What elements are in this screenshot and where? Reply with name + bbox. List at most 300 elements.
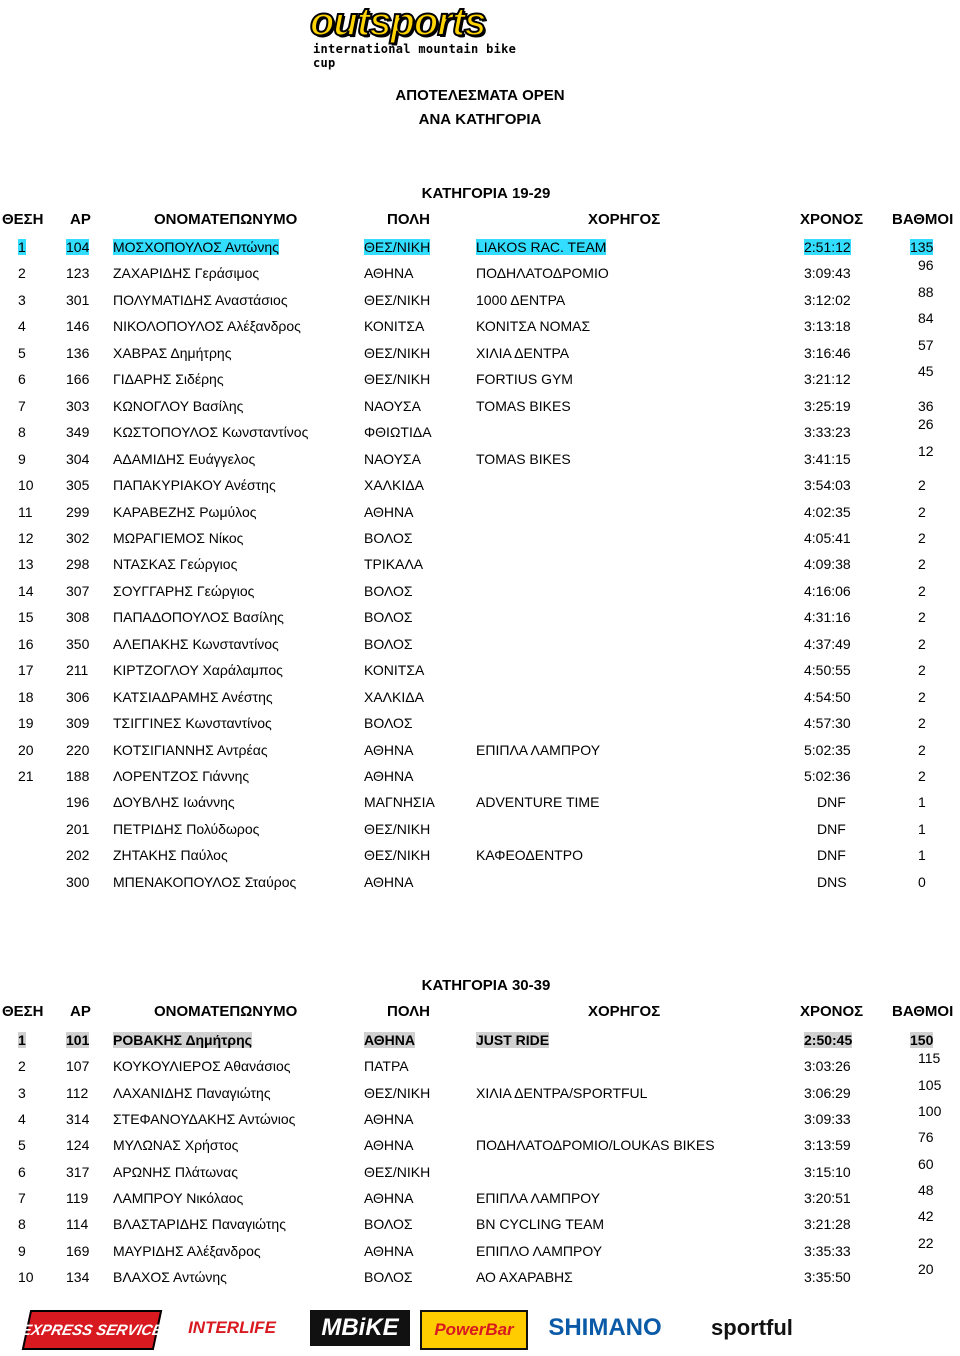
cell-name [113,1136,238,1154]
cell-time [804,582,851,600]
cell-team-text: ADVENTURE TIME [476,794,600,811]
cell-city [364,714,413,732]
cell-pos-text: 7 [18,397,26,414]
cell-city-text: ΑΘΗΝΑ [364,873,414,890]
cell-time [804,450,851,468]
cell-name [113,503,257,521]
cell-pos-text: 20 [18,741,34,758]
cell-pts-text: 2 [918,529,926,546]
cell-time-text: 3:33:23 [804,424,851,441]
cell-time-text: DNF [817,794,846,811]
table-row [0,283,960,311]
cell-pos-text: 5 [18,344,26,361]
table-row [0,608,960,628]
cell-bib-text: 188 [66,768,90,784]
cell-team-text: TOMAS BIKES [476,450,571,467]
column-header-bib: ΑΡ [70,211,91,228]
cell-pos [18,635,34,653]
cell-team-text: LIAKOS RAC. TEAM [476,239,607,255]
cell-city-text: ΝΑΟΥΣΑ [364,450,421,467]
cell-time-text: 4:16:06 [804,582,851,599]
cell-bib [66,264,89,282]
sponsor-logo: SHIMANO [548,1314,662,1341]
cell-city-text: ΑΘΗΝΑ [364,265,414,282]
cell-city [364,450,421,468]
logo-wordmark: outsports [310,0,486,44]
cell-pos [18,370,26,388]
cell-city [364,529,413,547]
cell-pos-text: 9 [18,450,26,467]
cell-city [364,264,414,282]
cell-bib [66,1242,89,1260]
cell-pts-text: 2 [918,477,926,494]
cell-pos-text: 14 [18,582,34,599]
cell-pos-text: 1 [18,1032,26,1048]
cell-pts [918,820,926,838]
cell-name [113,741,268,759]
cell-pos-text: 13 [18,556,34,573]
table-row [0,442,960,470]
cell-pos-text: 11 [18,503,33,520]
cell-pts-text: 76 [918,1129,934,1146]
cell-pts-text: 96 [918,257,934,274]
cell-pts-text: 2 [918,609,926,626]
cell-time-text: 3:21:12 [804,371,851,388]
cell-name-text: ΓΙΔΑΡΗΣ Σιδέρης [113,371,224,388]
cell-team [476,344,569,362]
cell-city-text: ΑΘΗΝΑ [364,768,414,784]
cell-name [113,1110,295,1128]
cell-city [364,1189,414,1207]
cell-time-text: 5:02:36 [804,768,851,784]
cell-pts [918,1207,934,1225]
cell-pos [18,529,34,547]
cell-time-text: 3:09:43 [804,265,851,282]
cell-pts-text: 22 [918,1234,934,1251]
cell-time [804,1242,851,1260]
cell-team [476,793,599,811]
table-row [0,1261,960,1288]
cell-name [113,1057,291,1075]
cell-name-text: ΜΑΥΡΙΔΗΣ Αλέξανδρος [113,1242,261,1259]
cell-name [113,608,284,626]
cell-time [804,1084,851,1102]
cell-name-text: ΑΡΩΝΗΣ Πλάτωνας [113,1163,239,1180]
cell-pts-text: 1 [918,847,926,864]
cell-pos [18,661,34,679]
cell-pos [18,741,34,759]
cell-pts-text: 0 [918,873,926,890]
cell-city-text: ΒΟΛΟΣ [364,715,413,732]
cell-pts-text: 105 [918,1076,942,1093]
cell-pos-text: 3 [18,1084,26,1101]
cell-time-text: 3:25:19 [804,397,851,414]
cell-time [804,555,851,573]
cell-pts [910,238,933,256]
cell-bib [66,397,89,415]
cell-time-text: DNF [817,847,846,864]
cell-pts [918,1102,941,1120]
cell-bib [66,1136,89,1154]
cell-pos-text: 8 [18,1216,26,1233]
table-header [0,1003,960,1023]
cell-city [364,873,414,891]
table-row [0,476,960,496]
cell-team-text: ΧΙΛΙΑ ΔΕΝΤΡΑ [476,344,570,361]
cell-team-text: ΠΟΔΗΛΑΤΟΔΡΟΜΙΟ [476,265,609,282]
cell-name [113,344,231,362]
cell-city-text: ΤΡΙΚΑΛΑ [364,556,424,573]
cell-name [113,370,224,388]
cell-name [113,1268,227,1286]
cell-pos [18,344,26,362]
cell-name-text: ΚΑΡΑΒΕΖΗΣ Ρωμύλος [113,503,257,520]
cell-pts [918,256,934,274]
cell-name-text: ΚΩΣΤΟΠΟΥΛΟΣ Κωνσταντίνος [113,424,309,441]
cell-pos [18,450,26,468]
cell-name-text: ΒΛΑΧΟΣ Αντώνης [113,1269,227,1286]
cell-city [364,661,424,679]
cell-time-text: 3:06:29 [804,1084,851,1101]
cell-city [364,555,423,573]
cell-city-text: ΦΘΙΩΤΙΔΑ [364,424,432,441]
cell-bib [66,529,89,547]
cell-city-text: ΑΘΗΝΑ [364,741,414,758]
cell-name-text: ΜΩΡΑΓΙΕΜΟΣ Νίκος [113,529,244,546]
cell-name-text: ΛΟΡΕΝΤΖΟΣ Γιάννης [113,768,250,784]
cell-team [476,741,600,759]
cell-bib [66,582,89,600]
cell-pts-text: 2 [918,662,926,679]
cell-name-text: ΜΟΣΧΟΠΟΥΛΟΣ Αντώνης [113,239,279,255]
cell-pos [18,608,34,626]
column-header-city: ΠΟΛΗ [387,1003,430,1020]
cell-city-text: ΘΕΣ/ΝΙΚΗ [364,344,431,361]
cell-pts-text: 26 [918,416,934,433]
cell-time [817,820,846,838]
cell-time [804,714,851,732]
cell-bib-text: 298 [66,556,90,573]
cell-bib [66,846,89,864]
cell-pos [18,1136,26,1154]
cell-team-text: ΚΟΝΙΤΣΑ ΝΟΜΑΣ [476,318,591,335]
cell-bib [66,661,88,679]
table-row [0,1103,960,1130]
cell-name [113,291,288,309]
cell-pos-text: 6 [18,1163,26,1180]
cell-time [804,1268,851,1286]
cell-bib [66,873,89,891]
category-title: ΚΑΤΗΓΟΡΙΑ 19-29 [421,185,551,202]
cell-pos [18,1215,26,1233]
cell-bib [66,370,89,388]
cell-pos [18,688,34,706]
cell-name-text: ΣΤΕΦΑΝΟΥΔΑΚΗΣ Αντώνιος [113,1111,296,1128]
cell-team-text: TOMAS BIKES [476,397,571,414]
cell-name-text: ΔΟΥΒΛΗΣ Ιωάννης [113,794,235,811]
page-title: ΑΠΟΤΕΛΕΣΜΑΤΑ OPEN [395,87,565,104]
cell-pts-text: 60 [918,1155,934,1172]
cell-pos-text: 4 [18,1111,26,1128]
cell-pts [918,635,926,653]
cell-city-text: ΝΑΟΥΣΑ [364,397,421,414]
cell-bib-text: 350 [66,635,90,652]
cell-pos [18,1163,26,1181]
cell-pts [918,767,926,785]
cell-pos-text: 21 [18,768,34,784]
cell-bib-text: 301 [66,291,90,308]
column-header-team: ΧΟΡΗΓΟΣ [588,211,661,228]
cell-city [364,688,424,706]
cell-city [364,1215,413,1233]
cell-pts [918,1076,941,1094]
cell-time-text: 5:02:35 [804,741,851,758]
cell-city [364,503,414,521]
cell-bib-text: 304 [66,450,90,467]
cell-name [113,1215,286,1233]
cell-time [804,1189,851,1207]
cell-city [364,397,421,415]
cell-city-text: ΑΘΗΝΑ [364,1032,415,1048]
cell-time [804,238,851,256]
cell-team [476,1242,602,1260]
cell-name-text: ΚΩΝΟΓΛΟΥ Βασίλης [113,397,244,414]
table-row [0,1076,960,1104]
cell-name-text: ΒΛΑΣΤΑΡΙΔΗΣ Παναγιώτης [113,1216,286,1233]
cell-time [804,688,851,706]
cell-bib-text: 308 [66,609,90,626]
cell-city [364,291,430,309]
cell-time-text: 4:05:41 [804,529,851,546]
cell-pos-text: 1 [18,239,26,255]
category-title: ΚΑΤΗΓΟΡΙΑ 30-39 [421,977,551,994]
cell-pts-text: 45 [918,363,934,380]
cell-city [364,476,424,494]
cell-city-text: ΒΟΛΟΣ [364,609,413,626]
cell-team [476,1189,600,1207]
cell-name [113,582,254,600]
cell-pos-text: 2 [18,265,26,282]
sponsor-logo: MBiKE [310,1310,410,1346]
column-header-name: ΟΝΟΜΑΤΕΠΩΝΥΜΟ [154,1003,298,1020]
cell-team [476,1084,647,1102]
cell-time-text: 3:12:02 [804,291,851,308]
cell-pts [918,873,926,891]
cell-name [113,317,301,335]
cell-pts [918,397,934,415]
cell-time [804,1136,851,1154]
cell-name [113,529,243,547]
cell-city [364,1084,430,1102]
cell-pos-text: 10 [18,477,34,494]
cell-pos-text: 19 [18,715,34,732]
cell-city [364,370,430,388]
table-row [0,529,960,549]
table-row [0,820,960,840]
table-row [0,363,960,390]
cell-pts [918,309,934,327]
cell-name [113,846,228,864]
cell-pts [918,688,926,706]
cell-time-text: 4:37:49 [804,635,851,652]
cell-name [113,767,249,785]
cell-pos [18,503,33,521]
cell-pts [918,1049,940,1067]
cell-bib-text: 303 [66,397,90,414]
cell-bib-text: 307 [66,582,90,599]
cell-team-text: ΕΠΙΠΛΑ ΛΑΜΠΡΟΥ [476,1190,601,1207]
cell-pts-text: 57 [918,336,934,353]
cell-time-text: 2:51:12 [804,239,851,255]
cell-pos [18,1242,26,1260]
cell-pos-text: 16 [18,635,34,652]
cell-bib-text: 302 [66,529,90,546]
cell-bib-text: 112 [66,1084,89,1101]
cell-pos [18,1189,26,1207]
cell-pts-text: 150 [910,1032,934,1048]
cell-team [476,846,583,864]
cell-bib [66,608,89,626]
cell-city [364,741,414,759]
cell-pos-text: 18 [18,688,34,705]
table-row [0,688,960,708]
cell-pts [918,503,926,521]
cell-city [364,1163,430,1181]
table-row [0,635,960,655]
page-subtitle: ΑΝΑ ΚΑΤΗΓΟΡΙΑ [418,111,542,128]
cell-name [113,635,279,653]
cell-pts [918,529,926,547]
cell-name-text: ΖΗΤΑΚΗΣ Παύλος [113,847,228,864]
cell-pts [918,555,926,573]
table-row [0,793,960,813]
cell-team [476,450,571,468]
cell-city-text: ΒΟΛΟΣ [364,529,413,546]
cell-name [113,1189,243,1207]
cell-name-text: ΡΟΒΑΚΗΣ Δημήτρης [113,1032,252,1048]
cell-pos-text: 3 [18,291,26,308]
cell-name-text: ΠΑΠΑΔΟΠΟΥΛΟΣ Βασίλης [113,609,284,626]
cell-time [804,741,851,759]
cell-time [804,264,851,282]
table-row [0,873,960,893]
cell-bib [66,1110,89,1128]
cell-city [364,1136,414,1154]
cell-name-text: ΣΟΥΓΓΑΡΗΣ Γεώργιος [113,582,255,599]
cell-time-text: 3:21:28 [804,1216,851,1233]
cell-pts-text: 36 [918,397,934,414]
cell-bib [66,688,89,706]
cell-pos [18,476,34,494]
cell-team [476,1268,573,1286]
cell-pts [918,415,934,433]
cell-pos [18,582,34,600]
cell-pos-text: 2 [18,1058,26,1075]
cell-time [804,1215,851,1233]
cell-pos [18,317,26,335]
cell-city [364,608,413,626]
cell-bib [66,1268,89,1286]
cell-pos [18,264,26,282]
cell-pts-text: 48 [918,1182,934,1199]
cell-name-text: ΜΠΕΝΑΚΟΠΟΥΛΟΣ Σταύρος [113,873,297,890]
cell-pts [918,1260,934,1278]
cell-team-text: ΧΙΛΙΑ ΔΕΝΤΡΑ/SPORTFUL [476,1084,648,1101]
cell-pts-text: 2 [918,741,926,758]
cell-team [476,317,590,335]
cell-time [817,793,846,811]
cell-team [476,291,565,309]
cell-team-text: ΕΠΙΠΛΟ ΛΑΜΠΡΟΥ [476,1242,603,1259]
cell-pos-text: 12 [18,529,34,546]
table-row [0,555,960,575]
cell-bib-text: 123 [66,265,90,282]
cell-name-text: ΝΤΑΣΚΑΣ Γεώργιος [113,556,238,573]
cell-bib-text: 114 [66,1216,89,1233]
cell-city [364,582,413,600]
cell-pts-text: 2 [918,582,926,599]
cell-pts-text: 84 [918,310,934,327]
cell-bib [66,741,89,759]
cell-time-text: DNF [817,820,846,837]
cell-pts [918,283,934,301]
cell-time-text: 3:20:51 [804,1190,851,1207]
cell-city-text: ΑΘΗΝΑ [364,1111,414,1128]
cell-name [113,1163,238,1181]
cell-bib-text: 306 [66,688,90,705]
table-row [0,1182,960,1209]
cell-name-text: ΛΑΧΑΝΙΔΗΣ Παναγιώτης [113,1084,271,1101]
table-row [0,767,960,787]
table-row [0,741,960,761]
cell-name-text: ΤΣΙΓΓΙΝΕΣ Κωνσταντίνος [113,715,272,732]
sponsor-logo: EXPRESS SERVICE [22,1310,163,1350]
cell-name-text: ΚΟΤΣΙΓΙΑΝΝΗΣ Αντρέας [113,741,268,758]
cell-city [364,793,435,811]
cell-city [364,1031,415,1049]
cell-pos [18,714,34,732]
cell-city-text: ΜΑΓΝΗΣΙΑ [364,794,435,811]
column-header-team: ΧΟΡΗΓΟΣ [588,1003,661,1020]
table-row [0,846,960,866]
cell-bib-text: 300 [66,873,90,890]
cell-time-text: 2:50:45 [804,1032,853,1048]
table-row [0,397,960,417]
cell-pts-text: 1 [918,794,926,811]
cell-city-text: ΑΘΗΝΑ [364,1137,414,1154]
table-row [0,714,960,734]
table-row [0,661,960,681]
sponsor-strip [19,1310,926,1350]
cell-time-text: 4:31:16 [804,609,851,626]
column-header-bib: ΑΡ [70,1003,91,1020]
cell-city [364,767,414,785]
cell-pts [918,741,926,759]
cell-bib-text: 220 [66,741,90,758]
table-row [0,1050,960,1077]
cell-city-text: ΘΕΣ/ΝΙΚΗ [364,847,431,864]
cell-pos [18,397,26,415]
cell-bib [66,423,89,441]
cell-time-text: 3:15:10 [804,1163,851,1180]
cell-pts-text: 2 [918,635,926,652]
cell-name [113,1031,252,1049]
cell-time [804,370,851,388]
cell-bib [66,317,89,335]
cell-time [804,608,851,626]
cell-pts-text: 135 [910,239,934,255]
cell-pos [18,1057,26,1075]
